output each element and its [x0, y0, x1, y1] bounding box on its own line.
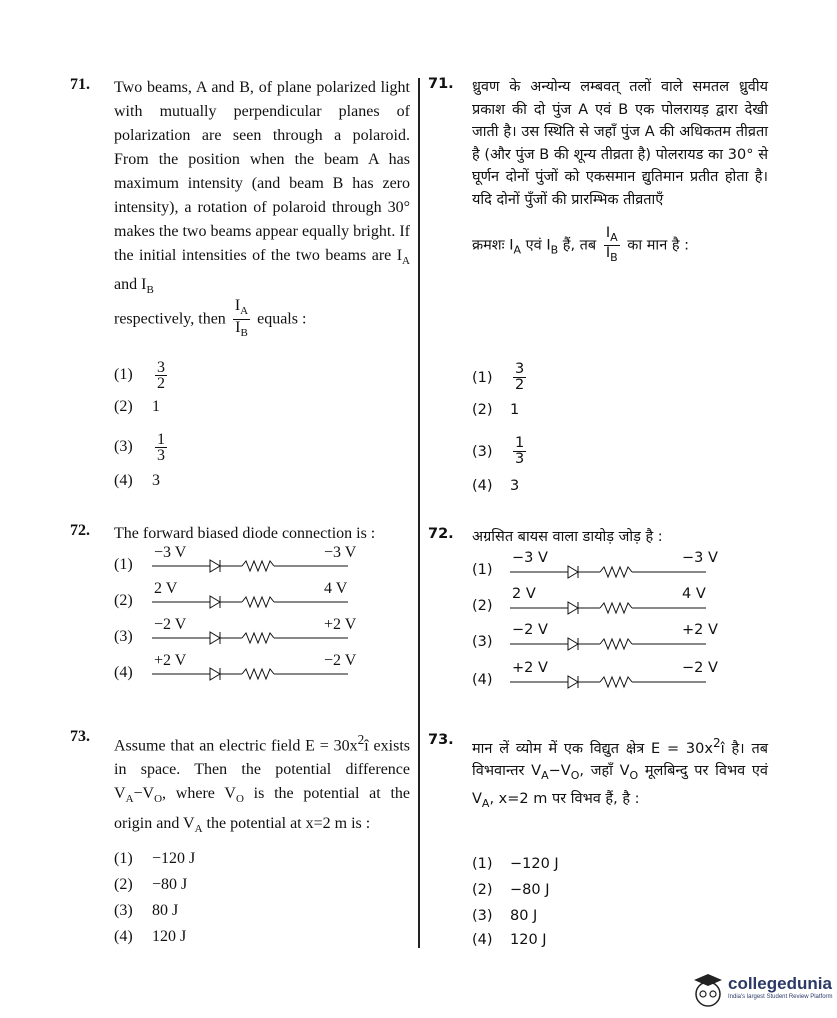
option-2[interactable]: (2) 1 [472, 402, 520, 418]
option-2[interactable]: (2) 2 V 4 V [472, 588, 732, 622]
diode-resistor-icon [152, 594, 352, 610]
collegedunia-logo [690, 970, 833, 1010]
diode-resistor-icon [510, 600, 710, 616]
option-3[interactable]: (3) $\frac{1}{3}$ [472, 435, 525, 467]
question-number: 71. [70, 76, 90, 93]
option-4[interactable]: (4) +2 V −2 V [472, 660, 718, 688]
option-4[interactable]: (4) 120 J [472, 932, 547, 948]
question-text: Two beams, A and B, of plane polarized light with mutually perpendicular planes of polarization are seen through a polaroid. From the position when the beam A has maximum intensity (and beam B has zero intensity), a rotation of polaroid through 30° makes the two beams appear equally bright. If the initial intensities of the two beams are $I_A$ and $I_B$ [114, 79, 410, 297]
option-1[interactable]: (1) −3 V −3 V [472, 550, 718, 578]
question-number: 72. [428, 526, 454, 542]
option-1[interactable]: (1) −120 J [472, 856, 559, 872]
option-2[interactable]: (2) 1 [114, 398, 160, 415]
logo-name: collegedunia [728, 974, 832, 993]
option-3[interactable]: (3) −2 V +2 V [114, 616, 357, 645]
option-2[interactable]: (2) −80 J [472, 882, 550, 898]
diode-resistor-icon [152, 630, 352, 646]
column-divider [418, 78, 420, 948]
question-tail: respectively, then $\frac{I_A}{I_B}$ equals : [114, 297, 307, 340]
question-tail: क्रमशः $I_A$ एवं $I_B$ हैं, तब $\frac{I_A}{I_B}$ का मान है : [472, 225, 690, 264]
diode-resistor-icon [510, 636, 710, 652]
option-4[interactable]: (4) 3 [114, 472, 160, 489]
diode-resistor-icon [152, 666, 352, 682]
diode-resistor-icon [152, 558, 352, 574]
question-text: ध्रुवण के अन्योन्य लम्बवत् तलों वाले समतल ध्रुवीय प्रकाश की दो पुंज A एवं B एक पोलरायड़ द्वारा देखी जाती है। उस स्थिति से जहाँ पुंज A की अधिकतम तीव्रता है (और पुंज B की शून्य तीव्रता है) पोलरायड का 30° से घूर्णन दोनों पुंजों को एकसमान द्युतिमान प्रतीत होता है। यदि दोनों पुँजों की प्रारम्भिक तीव्रताएँ [472, 79, 768, 208]
diode-resistor-icon [510, 564, 710, 580]
logo-tagline: India's largest Student Review Platform [728, 994, 833, 1000]
option-3[interactable]: (3) 80 J [472, 908, 538, 924]
question-number: 71. [428, 76, 454, 92]
option-1[interactable]: (1) −120 J [114, 850, 196, 867]
option-4[interactable]: (4) 3 [472, 478, 520, 494]
option-1[interactable]: (1) $\frac{3}{2}$ [114, 359, 165, 392]
option-1[interactable]: (1) −3 V −3 V [114, 544, 357, 573]
option-3[interactable]: (3) 80 J [114, 902, 179, 919]
ratio-fraction: $\frac{I_A}{I_B}$ [605, 225, 618, 264]
question-text: The forward biased diode connection is : [114, 525, 376, 542]
question-text: अग्रसित बायस वाला डायोड़ जोड़ है : [472, 529, 663, 545]
option-3[interactable]: (3) $\frac{1}{3}$ [114, 431, 165, 464]
question-number: 73. [428, 732, 454, 748]
question-number: 73. [70, 728, 90, 745]
question-text: मान लें व्योम में एक विद्युत क्षेत्र $E = 30x^2î$ है। तब विभवान्तर $V_A-V_O$, जहाँ $V_O$ मूलबिन्दु पर विभव एवं $V_A$, x=2 m पर विभव हैं, है : [472, 736, 768, 810]
question-number: 72. [70, 522, 90, 539]
graduate-cap-icon [690, 970, 726, 1010]
option-4[interactable]: (4) 120 J [114, 928, 187, 945]
option-3[interactable]: (3) −2 V +2 V [472, 622, 718, 650]
option-2[interactable]: (2) −80 J [114, 876, 188, 893]
ratio-fraction: $\frac{I_A}{I_B}$ [234, 297, 249, 340]
option-4[interactable]: (4) +2 V −2 V [114, 652, 357, 681]
diode-resistor-icon [510, 674, 710, 690]
option-1[interactable]: (1) $\frac{3}{2}$ [472, 361, 525, 393]
option-2[interactable]: (2) 2 V 4 V [114, 582, 374, 616]
question-text: Assume that an electric field $E = 30x^2î$ exists in space. Then the potential difference $V_A-V_O$, where $V_O$ is the potential at the origin and $V_A$ the potential at x=2 m is : [114, 732, 411, 835]
